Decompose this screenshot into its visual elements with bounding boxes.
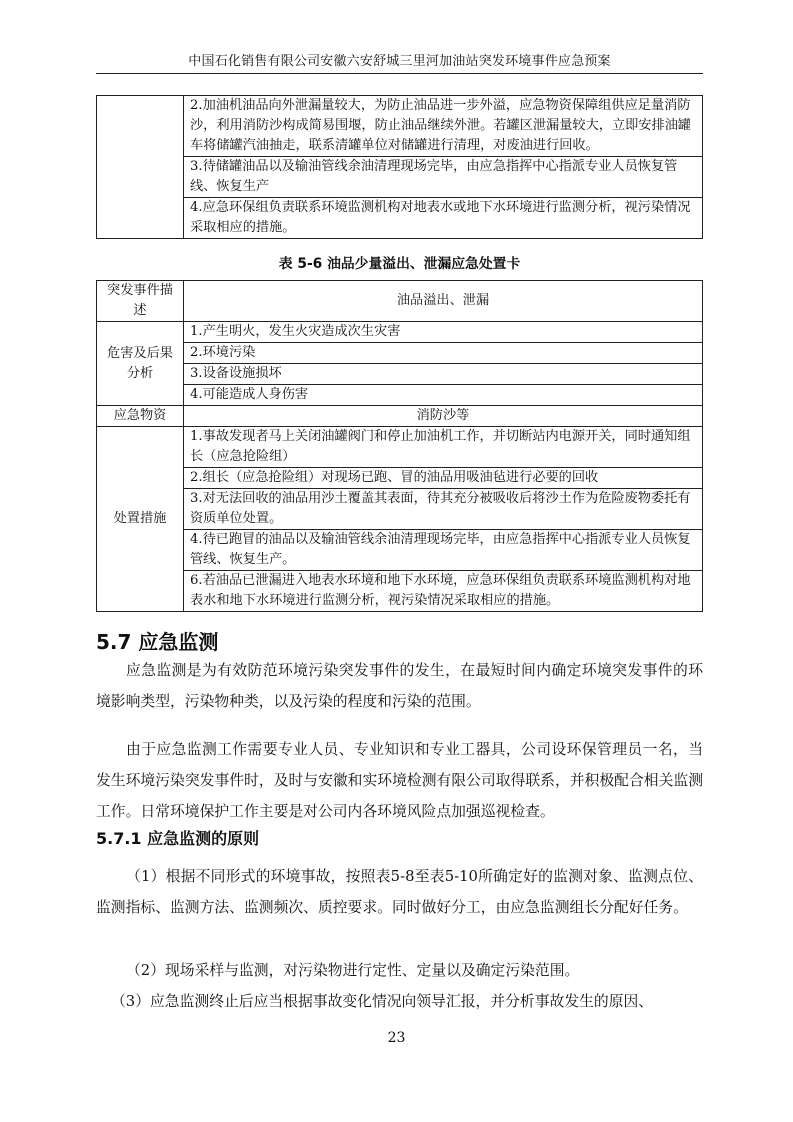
paragraph: 由于应急监测工作需要专业人员、专业知识和专业工器具，公司设环保管理员一名，当发生环境污染突发事件时，及时与安徽和实环境检测有限公司取得联系，并积极配合相关监测工作。日常环境保护工作主要是对公司内各环境风险点加强巡视检查。 — [96, 741, 703, 820]
measure-item: 2.组长（应急抢险组）对现场已跑、冒的油品用吸油毡进行必要的回收 — [184, 468, 703, 489]
measure-item: 4.待已跑冒的油品以及输油管线余油清理现场完毕，由应急指挥中心指派专业人员恢复管线、恢复生产。 — [184, 530, 703, 571]
hazard-item: 4.可能造成人身伤害 — [184, 385, 703, 406]
supplies-label: 应急物资 — [97, 406, 184, 427]
list-item: （3）应急监测终止后应当根据事故变化情况向领导汇报，并分析事故发生的原因、 — [111, 993, 654, 1010]
event-value: 油品溢出、泄漏 — [184, 281, 703, 322]
running-header: 中国石化销售有限公司安徽六安舒城三里河加油站突发环境事件应急预案 — [188, 54, 611, 69]
continued-table — [96, 95, 703, 239]
response-card-table — [96, 280, 703, 612]
measure-item: 3.对无法回收的油品用沙土覆盖其表面，待其充分被吸收后将沙土作为危险废物委托有资质单位处置。 — [184, 489, 703, 530]
list-item: （2）现场采样与监测，对污染物进行定性、定量以及确定污染范围。 — [126, 962, 580, 979]
empty-label-cell — [97, 96, 184, 239]
table-caption: 表 5-6 油品少量溢出、泄漏应急处置卡 — [278, 256, 521, 272]
measures-label: 处置措施 — [97, 427, 184, 612]
event-label: 突发事件描述 — [97, 281, 184, 322]
table-row: 3.待储罐油品以及输油管线余油清理现场完毕，由应急指挥中心指派专业人员恢复管线、恢复生产 — [184, 157, 703, 198]
table-row: 4.应急环保组负责联系环境监测机构对地表水或地下水环境进行监测分析，视污染情况采取相应的措施。 — [184, 198, 703, 239]
supplies-value: 消防沙等 — [184, 406, 703, 427]
paragraph: 应急监测是为有效防范环境污染突发事件的发生，在最短时间内确定环境突发事件的环境影响类型，污染物种类，以及污染的程度和污染的范围。 — [96, 662, 703, 710]
table-row: 2.加油机油品向外泄漏量较大，为防止油品进一步外溢，应急物资保障组供应足量消防沙，利用消防沙构成简易围堰，防止油品继续外泄。若罐区泄漏量较大，立即安排油罐车将储罐汽油抽走，联系清罐单位对储罐进行清理，对废油进行回收。 — [184, 96, 703, 157]
measure-item: 1.事故发现者马上关闭油罐阀门和停止加油机工作，并切断站内电源开关，同时通知组长（应急抢险组） — [184, 427, 703, 468]
hazard-item: 1.产生明火，发生火灾造成次生灾害 — [184, 322, 703, 343]
page-number: 23 — [387, 1030, 406, 1046]
header-divider — [96, 73, 703, 74]
measure-item: 6.若油品已泄漏进入地表水环境和地下水环境，应急环保组负责联系环境监测机构对地表水和地下水环境进行监测分析，视污染情况采取相应的措施。 — [184, 571, 703, 612]
hazard-label: 危害及后果分析 — [97, 322, 184, 406]
subsection-heading: 5.7.1 应急监测的原则 — [96, 829, 260, 848]
hazard-item: 2.环境污染 — [184, 343, 703, 364]
hazard-item: 3.设备设施损坏 — [184, 364, 703, 385]
section-heading: 5.7 应急监测 — [96, 630, 219, 654]
list-item: （1）根据不同形式的环境事故，按照表5-8至表5-10所确定好的监测对象、监测点位、监测指标、监测方法、监测频次、质控要求。同时做好分工，由应急监测组长分配好任务。 — [96, 868, 703, 916]
